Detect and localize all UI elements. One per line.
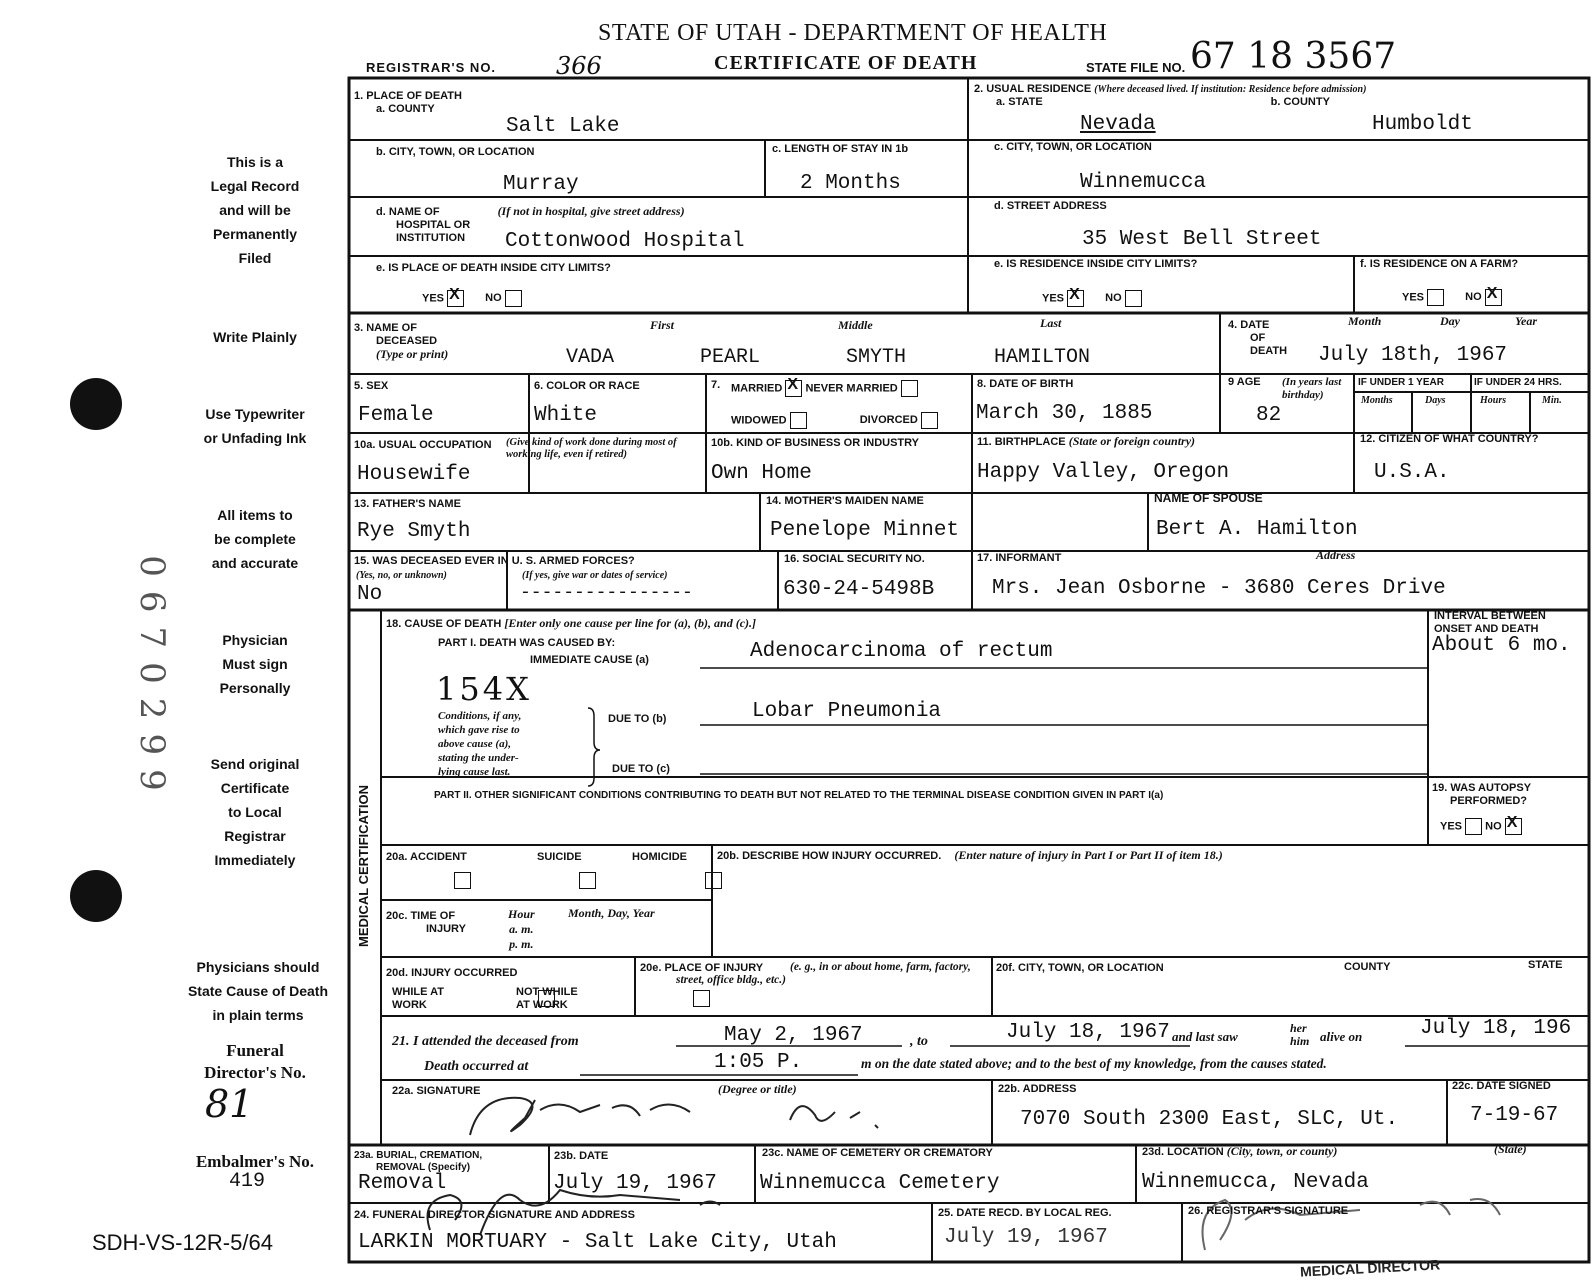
autopsy-no-checkbox[interactable]	[1505, 818, 1522, 835]
marital-widowed	[731, 412, 938, 429]
label-mother: 14. MOTHER'S MAIDEN NAME	[766, 495, 924, 507]
label-armed-forces: 15. WAS DECEASED EVER IN U. S. ARMED FORCES?	[354, 555, 635, 567]
value-birthplace: Happy Valley, Oregon	[977, 461, 1230, 484]
label-registrar-signature: 26. REGISTRAR'S SIGNATURE	[1188, 1205, 1349, 1217]
label-l1d2: HOSPITAL OR	[396, 219, 471, 231]
label-city-town: b. CITY, TOWN, OR LOCATION	[376, 146, 535, 158]
label-while-at: WHILE AT	[392, 986, 444, 998]
sidebar-physician-line: Physician	[222, 632, 288, 648]
label-attended: 21. I attended the deceased from	[392, 1034, 579, 1049]
sidebar-send-line: Immediately	[214, 852, 296, 868]
sidebar-physicians-line: Physicians should	[196, 959, 320, 975]
farm-no-checkbox[interactable]	[1485, 289, 1502, 306]
not-while-at-work-checkbox[interactable]	[693, 990, 710, 1007]
label-yes: YES	[422, 292, 445, 305]
label-injury-city: 20f. CITY, TOWN, OR LOCATION	[996, 962, 1164, 974]
label-l3c: (Type or print)	[376, 347, 449, 361]
funeral-label-line: Director's No.	[204, 1063, 306, 1082]
label-l9: 9 AGE	[1228, 376, 1261, 388]
sidebar-send-line: to Local	[228, 804, 282, 820]
state-department-title: STATE OF UTAH - DEPARTMENT OF HEALTH	[598, 20, 1108, 46]
label-l2a: a. STATE	[996, 96, 1043, 108]
label-residence-farm: f. IS RESIDENCE ON A FARM?	[1360, 258, 1519, 270]
value-date-of-death: July 18th, 1967	[1318, 344, 1508, 367]
state-file-number: 67 18 3567	[1190, 36, 1397, 77]
label-days: Days	[1425, 395, 1446, 406]
farm-yes-checkbox[interactable]	[1427, 289, 1444, 306]
certificate-title: CERTIFICATE OF DEATH	[714, 52, 978, 74]
value-ssn: 630-24-5498B	[783, 578, 935, 601]
sidebar-complete-line: All items to	[217, 507, 293, 523]
label-conditions-line: above cause (a),	[438, 738, 512, 750]
sidebar-physician-line: Personally	[219, 680, 291, 696]
label-not-while: NOT WHILE	[516, 986, 578, 998]
label-interval-2: ONSET AND DEATH	[1434, 623, 1539, 635]
label-no: NO	[485, 292, 502, 305]
label-l19: 19. WAS AUTOPSY	[1432, 782, 1532, 794]
value-residence-city: Winnemucca	[1080, 171, 1207, 194]
sidebar-physicians-line: State Cause of Death	[187, 983, 329, 999]
state-file-label: STATE FILE NO.	[1086, 60, 1186, 75]
label-place-of-injury-note: (e. g., in or about home, farm, factory, street, office bldg., etc.)	[676, 961, 971, 986]
label-occupation	[354, 439, 492, 452]
value-last-name: HAMILTON	[994, 346, 1091, 369]
label-inside-city-limits: e. IS PLACE OF DEATH INSIDE CITY LIMITS?	[376, 262, 611, 274]
sidebar-embalmer-label: Embalmer's No.	[195, 1152, 315, 1171]
label-l3: 3. NAME OF	[354, 322, 417, 334]
label-l20e: 20e. PLACE OF INJURY	[640, 962, 764, 974]
value-county: Salt Lake	[506, 115, 620, 138]
label-l1: 1. PLACE OF DEATH	[354, 90, 462, 102]
value-hospital: Cottonwood Hospital	[505, 230, 745, 253]
label-under-24-hrs: IF UNDER 24 HRS.	[1474, 377, 1562, 388]
place-city-limits-options	[422, 290, 522, 307]
label-l2b: b. COUNTY	[1270, 96, 1330, 108]
value-interval: About 6 mo.	[1432, 634, 1571, 657]
married-checkbox[interactable]	[785, 380, 802, 397]
value-occupation: Housewife	[357, 463, 471, 486]
label-month: Month	[1348, 314, 1382, 328]
sidebar-complete-line: and accurate	[211, 555, 299, 571]
sidebar-send-line: Certificate	[220, 780, 290, 796]
value-residence-county: Humboldt	[1372, 113, 1473, 136]
label-location	[1142, 1145, 1337, 1159]
label-last-saw: and last saw	[1172, 1029, 1238, 1044]
label-l3b: DECEASED	[376, 335, 438, 347]
label-armed-note: (Yes, no, or unknown)	[356, 570, 447, 581]
label-him: him	[1290, 1034, 1310, 1048]
label-first: First	[650, 318, 675, 332]
value-disposition: Removal	[358, 1172, 447, 1195]
label-date-of-death	[1228, 319, 1287, 358]
divorced-checkbox[interactable]	[921, 412, 938, 429]
value-spouse: Bert A. Hamilton	[1156, 518, 1358, 541]
label-no: NO	[1105, 292, 1122, 305]
label-death-occurred-tail: m on the date stated above; and to the best of my knowledge, from the causes stated.	[861, 1056, 1327, 1071]
value-mortuary: LARKIN MORTUARY - Salt Lake City, Utah	[358, 1231, 837, 1254]
label-death-occurred: Death occurred at	[424, 1059, 529, 1074]
label-informant-address: Address	[1316, 548, 1356, 562]
label-never-married: NEVER MARRIED	[805, 382, 898, 395]
sidebar-physician-line: Must sign	[222, 656, 288, 672]
label-business: 10b. KIND OF BUSINESS OR INDUSTRY	[711, 437, 920, 449]
label-widowed: WIDOWED	[731, 414, 787, 427]
label-l4b: OF	[1250, 332, 1266, 344]
label-hour	[508, 907, 535, 952]
suicide-checkbox[interactable]	[579, 872, 596, 889]
label-father: 13. FATHER'S NAME	[354, 498, 461, 510]
label-month-day-year: Month, Day, Year	[568, 906, 655, 920]
label-interval-1: INTERVAL BETWEEN	[1434, 610, 1546, 622]
residence-city-yes-checkbox[interactable]	[1067, 290, 1084, 307]
label-armed-note-2: (If yes, give war or dates of service)	[522, 570, 668, 581]
value-residence-state: Nevada	[1080, 113, 1156, 136]
label-l2: 2. USUAL RESIDENCE	[974, 83, 1092, 95]
label-street-address: d. STREET ADDRESS	[994, 200, 1107, 212]
label-to: , to	[910, 1034, 928, 1049]
label-injury-county: COUNTY	[1344, 961, 1391, 973]
sidebar-typewriter-line: or Unfading Ink	[203, 430, 307, 446]
value-cause-a: Adenocarcinoma of rectum	[750, 640, 1053, 663]
label-l23d-note: (City, town, or county)	[1226, 1144, 1338, 1158]
sidebar-legal-line: Permanently	[212, 226, 298, 242]
label-l18-note: [Enter only one cause per line for (a), (b), and (c).]	[504, 616, 757, 630]
label-immediate-cause: IMMEDIATE CAUSE (a)	[530, 654, 649, 666]
label-injury-state: STATE	[1528, 959, 1563, 971]
label-conditions-line: which gave rise to	[438, 724, 520, 736]
label-months: Months	[1361, 395, 1393, 406]
registrar-number: 366	[556, 52, 602, 80]
value-attended-to: July 18, 1967	[1006, 1021, 1170, 1044]
medical-certification-label: MEDICAL CERTIFICATION	[356, 784, 371, 947]
label-ssn: 16. SOCIAL SECURITY NO.	[784, 553, 925, 565]
label-marital: 7.	[711, 379, 721, 391]
label-divorced: DIVORCED	[859, 414, 918, 427]
sidebar-send-line: Registrar	[224, 828, 286, 844]
label-date-signed: 22c. DATE SIGNED	[1452, 1080, 1551, 1092]
label-injury-description	[717, 849, 1223, 863]
label-day: Day	[1440, 314, 1460, 328]
label-while-at-work	[392, 986, 444, 1012]
label-part2: PART II. OTHER SIGNIFICANT CONDITIONS CONTRIBUTING TO DEATH BUT NOT RELATED TO THE TERMINAL DISEASE CONDITION GIVEN IN PART I(a)	[434, 790, 1164, 801]
label-yes: YES	[1042, 292, 1065, 305]
label-l1d-note: (If not in hospital, give street address)	[497, 204, 685, 218]
marital-married	[731, 380, 918, 397]
residence-farm-options	[1402, 289, 1502, 306]
label-pm: p. m.	[509, 937, 534, 951]
sidebar-physicians-line: in plain terms	[212, 1007, 304, 1023]
value-date-received: July 19, 1967	[944, 1226, 1108, 1249]
value-mother: Penelope Minnet	[770, 519, 960, 542]
label-conditions-line: Conditions, if any,	[438, 710, 522, 722]
label-injury-occurred: 20d. INJURY OCCURRED	[386, 967, 518, 979]
accident-checkbox[interactable]	[454, 872, 471, 889]
place-city-yes-checkbox[interactable]	[447, 290, 464, 307]
registrar-label: REGISTRAR'S NO.	[366, 60, 497, 75]
value-first-name: VADA	[566, 346, 615, 369]
value-street-address: 35 West Bell Street	[1082, 228, 1322, 251]
label-race: 6. COLOR OR RACE	[534, 380, 640, 392]
label-l1d3: INSTITUTION	[396, 232, 466, 244]
label-l1d: d. NAME OF	[376, 206, 440, 218]
value-sex: Female	[358, 404, 434, 427]
label-name-of-deceased	[354, 322, 448, 361]
label-min: Min.	[1542, 395, 1562, 406]
value-alive-on: July 18, 196	[1420, 1017, 1572, 1040]
label-age-note: (In years last birthday)	[1282, 376, 1342, 401]
label-alive-on: alive on	[1320, 1029, 1363, 1044]
value-physician-address: 7070 South 2300 East, SLC, Ut.	[1020, 1108, 1399, 1131]
label-conditions	[438, 709, 521, 779]
label-age	[1228, 376, 1261, 389]
label-due-to-c: DUE TO (c)	[612, 763, 670, 775]
vertical-serial-number: 0670299	[132, 555, 172, 805]
place-city-no-checkbox[interactable]	[505, 290, 522, 307]
sidebar-legal-line: Legal Record	[210, 178, 300, 194]
label-due-to-b: DUE TO (b)	[608, 713, 667, 725]
value-middle-name: PEARL	[700, 346, 761, 369]
label-autopsy	[1432, 782, 1531, 808]
label-her-him	[1290, 1022, 1309, 1048]
label-l1a: a. COUNTY	[376, 103, 435, 115]
label-suicide: SUICIDE	[537, 851, 582, 863]
label-accident: 20a. ACCIDENT	[386, 851, 467, 863]
value-service: ----------------	[520, 583, 693, 603]
value-cemetery: Winnemucca Cemetery	[760, 1172, 1000, 1195]
label-birthplace	[977, 435, 1195, 449]
label-time-of-injury	[386, 910, 466, 936]
sidebar-legal-line: This is a	[226, 154, 284, 170]
label-at-work: AT WORK	[516, 999, 568, 1011]
label-cemetery: 23c. NAME OF CEMETERY OR CREMATORY	[762, 1147, 993, 1159]
label-l20c2: INJURY	[426, 923, 466, 935]
label-l20b-note: (Enter nature of injury in Part I or Part II of item 18.)	[954, 848, 1223, 862]
label-date-of-birth: 8. DATE OF BIRTH	[977, 378, 1074, 390]
label-location-state: (State)	[1494, 1142, 1527, 1156]
label-l23d: 23d. LOCATION	[1142, 1146, 1224, 1158]
label-conditions-line: stating the under-	[438, 752, 519, 764]
autopsy-options	[1440, 818, 1522, 835]
label-am: a. m.	[509, 922, 534, 936]
label-degree: (Degree or title)	[718, 1082, 797, 1096]
residence-city-limits-options	[1042, 290, 1142, 307]
label-l4: 4. DATE	[1228, 319, 1270, 331]
label-disposition-date: 23b. DATE	[554, 1150, 609, 1162]
label-spouse: NAME OF SPOUSE	[1154, 491, 1263, 505]
label-usual-residence	[974, 83, 1366, 109]
label-year: Year	[1515, 314, 1537, 328]
label-l2-note: (Where deceased lived. If institution: Residence before admission)	[1094, 84, 1367, 95]
label-occupation-note: (Give kind of work done during most of working life, even if retired)	[506, 437, 677, 460]
label-l20b: 20b. DESCRIBE HOW INJURY OCCURRED.	[717, 850, 942, 862]
label-cause-of-death	[386, 617, 756, 631]
label-middle: Middle	[838, 318, 873, 332]
sidebar-typewriter-line: Use Typewriter	[205, 406, 305, 422]
value-age: 82	[1256, 404, 1282, 427]
label-hour-text: Hour	[508, 907, 535, 921]
label-work: WORK	[392, 999, 427, 1011]
value-middle-name-2: SMYTH	[846, 346, 907, 369]
label-l19b: PERFORMED?	[1450, 795, 1527, 807]
label-not-while-at-work	[516, 986, 578, 1012]
sidebar-send-line: Send original	[210, 756, 300, 772]
physician-signature	[470, 1098, 878, 1135]
label-her: her	[1290, 1021, 1307, 1035]
funeral-label-line: Funeral	[226, 1041, 284, 1060]
label-signature: 22a. SIGNATURE	[392, 1085, 481, 1097]
widowed-checkbox[interactable]	[790, 412, 807, 429]
label-residence-city: c. CITY, TOWN, OR LOCATION	[994, 141, 1152, 153]
sidebar-write-plainly: Write Plainly	[213, 329, 297, 345]
label-disposition	[354, 1150, 482, 1174]
value-location: Winnemucca, Nevada	[1142, 1171, 1369, 1194]
value-length-of-stay: 2 Months	[800, 172, 901, 195]
label-part1: PART I. DEATH WAS CAUSED BY:	[438, 637, 616, 649]
value-date-of-birth: March 30, 1885	[976, 402, 1153, 425]
value-citizen: U.S.A.	[1374, 461, 1450, 484]
value-cause-code: 154X	[436, 670, 532, 708]
label-interval	[1434, 610, 1546, 636]
sidebar-legal-line: Filed	[238, 250, 272, 266]
value-race: White	[534, 404, 598, 427]
label-funeral-director: 24. FUNERAL DIRECTOR SIGNATURE AND ADDRESS	[354, 1209, 635, 1221]
sidebar-complete-line: be complete	[214, 531, 296, 547]
label-yes: YES	[1440, 820, 1463, 833]
label-married: MARRIED	[731, 382, 783, 395]
value-informant: Mrs. Jean Osborne - 3680 Ceres Drive	[992, 577, 1446, 600]
label-sex: 5. SEX	[354, 380, 389, 392]
label-yes: YES	[1402, 291, 1425, 304]
label-conditions-line: lying cause last.	[438, 766, 511, 778]
label-place-of-death	[354, 90, 462, 116]
label-no: NO	[1465, 291, 1482, 304]
value-city: Murray	[503, 173, 579, 196]
label-l18: 18. CAUSE OF DEATH	[386, 618, 502, 630]
value-time-of-death: 1:05 P.	[714, 1051, 803, 1074]
value-disposition-date: July 19, 1967	[553, 1172, 717, 1195]
sidebar-legal-line: and will be	[219, 202, 291, 218]
label-informant: 17. INFORMANT	[977, 552, 1062, 564]
value-attended-from: May 2, 1967	[724, 1024, 863, 1047]
autopsy-yes-checkbox[interactable]	[1465, 818, 1482, 835]
value-armed-forces: No	[357, 583, 383, 606]
label-last: Last	[1040, 316, 1062, 330]
value-cause-b: Lobar Pneumonia	[752, 700, 942, 723]
label-l11-note: (State or foreign country)	[1068, 434, 1196, 448]
funeral-director-number: 81	[205, 1082, 254, 1126]
label-l10a: 10a. USUAL OCCUPATION	[354, 439, 492, 451]
label-l23a: 23a. BURIAL, CREMATION,	[354, 1150, 483, 1161]
value-business: Own Home	[711, 462, 812, 485]
label-date-received: 25. DATE RECD. BY LOCAL REG.	[938, 1207, 1112, 1219]
value-date-signed: 7-19-67	[1470, 1104, 1559, 1127]
label-under-1-year: IF UNDER 1 YEAR	[1358, 377, 1444, 388]
label-homicide: HOMICIDE	[632, 851, 687, 863]
residence-city-no-checkbox[interactable]	[1125, 290, 1142, 307]
label-residence-city-limits: e. IS RESIDENCE INSIDE CITY LIMITS?	[994, 258, 1198, 270]
label-l11: 11. BIRTHPLACE	[977, 436, 1066, 448]
label-physician-address: 22b. ADDRESS	[998, 1083, 1077, 1095]
label-medical-director: MEDICAL DIRECTOR	[1299, 1256, 1441, 1280]
label-l20c: 20c. TIME OF	[386, 910, 456, 922]
label-length-of-stay: c. LENGTH OF STAY IN 1b	[772, 143, 909, 155]
label-l23a2: REMOVAL (Specify)	[376, 1162, 471, 1173]
label-hours: Hours	[1480, 395, 1507, 406]
homicide-checkbox[interactable]	[705, 872, 722, 889]
form-number: SDH-VS-12R-5/64	[92, 1230, 273, 1255]
label-no: NO	[1485, 820, 1502, 833]
value-father: Rye Smyth	[357, 520, 471, 543]
never-married-checkbox[interactable]	[901, 380, 918, 397]
label-l4c: DEATH	[1250, 345, 1288, 357]
embalmer-number: 419	[229, 1170, 266, 1193]
label-citizen: 12. CITIZEN OF WHAT COUNTRY?	[1360, 433, 1539, 445]
